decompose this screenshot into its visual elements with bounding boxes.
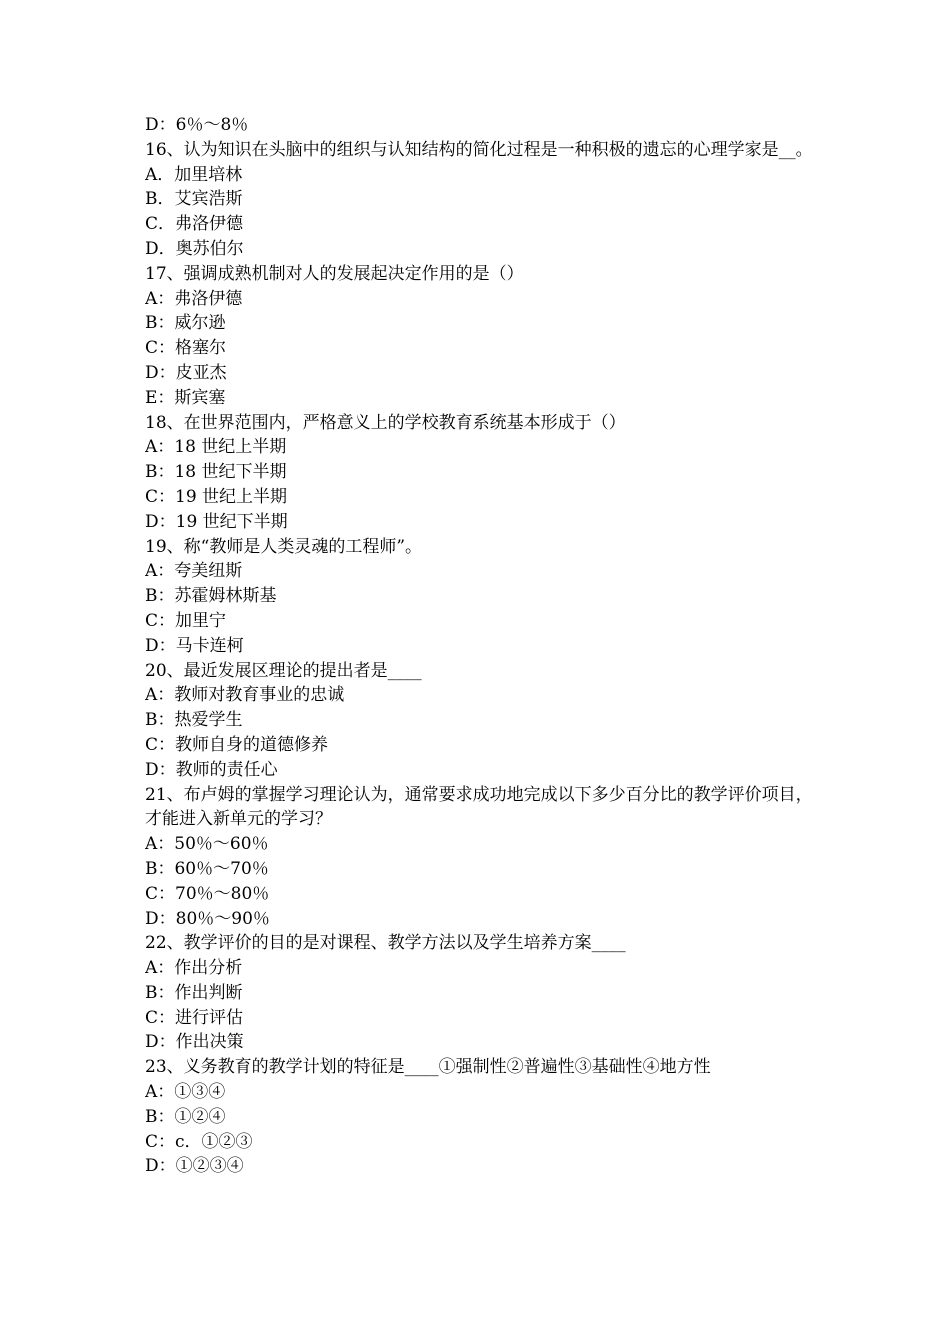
- option-21-a: A：50％～60％: [145, 834, 269, 855]
- option-23-c: C：c．①②③: [145, 1131, 253, 1152]
- option-23-b: B：①②④: [145, 1106, 226, 1127]
- option-20-c: C：教师自身的道德修养: [145, 734, 329, 755]
- option-17-b: B：威尔逊: [145, 313, 226, 334]
- option-16-b: B．艾宾浩斯: [145, 189, 243, 210]
- option-19-d: D：马卡连柯: [145, 635, 244, 656]
- option-21-c: C：70％～80％: [145, 883, 270, 904]
- question-18: 18、在世界范围内，严格意义上的学校教育系统基本形成于（）: [145, 412, 626, 433]
- document-page: [145, 113, 825, 1179]
- question-19: 19、称“教师是人类灵魂的工程师”。: [145, 536, 423, 557]
- option-20-d: D：教师的责任心: [145, 759, 278, 780]
- question-22: 22、教学评价的目的是对课程、教学方法以及学生培养方案____: [145, 933, 626, 954]
- question-17: 17、强调成熟机制对人的发展起决定作用的是（）: [145, 263, 524, 284]
- question-20: 20、最近发展区理论的提出者是____: [145, 660, 422, 681]
- option-18-a: A：18 世纪上半期: [145, 437, 287, 458]
- option-22-b: B：作出判断: [145, 982, 243, 1003]
- option-23-d: D：①②③④: [145, 1156, 244, 1177]
- option-16-d: D．奥苏伯尔: [145, 238, 244, 259]
- option-17-a: A：弗洛伊德: [145, 288, 243, 309]
- option-16-c: C．弗洛伊德: [145, 214, 244, 235]
- option-16-prev-d: D：6％～8％: [145, 115, 249, 135]
- option-18-d: D：19 世纪下半期: [145, 511, 288, 532]
- option-22-d: D：作出决策: [145, 1032, 244, 1053]
- option-20-b: B：热爱学生: [145, 710, 243, 731]
- option-18-c: C：19 世纪上半期: [145, 486, 288, 507]
- option-17-c: C：格塞尔: [145, 338, 227, 359]
- option-19-b: B：苏霍姆林斯基: [145, 586, 277, 607]
- option-16-a: A．加里培林: [145, 164, 243, 185]
- option-19-a: A：夸美纽斯: [145, 561, 243, 582]
- option-21-d: D：80％～90％: [145, 908, 270, 929]
- question-23: 23、义务教育的教学计划的特征是____①强制性②普遍性③基础性④地方性: [145, 1057, 711, 1078]
- option-17-d: D：皮亚杰: [145, 362, 227, 383]
- option-21-b: B：60％～70％: [145, 858, 269, 879]
- option-22-c: C：进行评估: [145, 1007, 244, 1028]
- question-21: 21、布卢姆的掌握学习理论认为，通常要求成功地完成以下多少百分比的教学评价项目，才能进入新单元的学习？: [145, 784, 813, 830]
- option-18-b: B：18 世纪下半期: [145, 462, 287, 483]
- option-23-a: A：①③④: [145, 1082, 226, 1103]
- option-19-c: C：加里宁: [145, 610, 227, 631]
- option-17-e: E：斯宾塞: [145, 387, 226, 408]
- option-20-a: A：教师对教育事业的忠诚: [145, 685, 345, 706]
- option-22-a: A：作出分析: [145, 958, 243, 979]
- question-16: 16、认为知识在头脑中的组织与认知结构的简化过程是一种积极的遗忘的心理学家是__。: [145, 139, 813, 160]
